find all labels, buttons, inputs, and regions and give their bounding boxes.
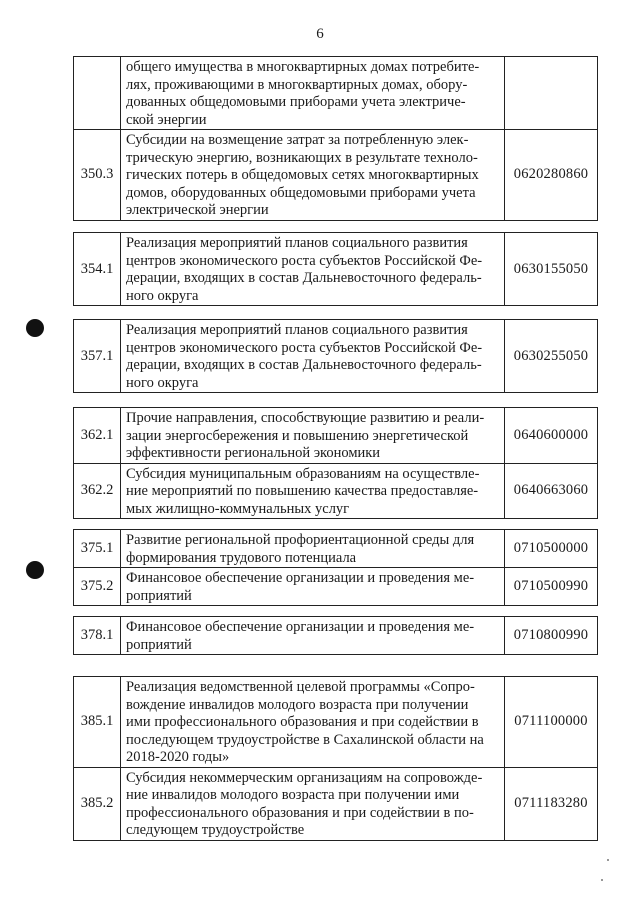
row-number-cell: 385.2 (74, 767, 121, 840)
description-line: профессионального образования и при содействии в по- (126, 804, 474, 821)
description-line: зации энергосбережения и повышению энергетической (126, 427, 469, 444)
description-line: роприятий (126, 636, 192, 653)
row-number-cell: 357.1 (74, 320, 121, 393)
table-row (74, 57, 598, 130)
description-line: роприятий (126, 587, 192, 604)
row-description-cell (121, 130, 505, 221)
classification-table-block (73, 56, 598, 221)
classification-code-cell: 0711183280 (505, 767, 598, 840)
row-description-cell (121, 57, 505, 130)
description-line: дерации, входящих в состав Дальневосточного федераль- (126, 270, 482, 286)
table-row (74, 767, 598, 840)
classification-code-cell: 0710800990 (505, 617, 598, 655)
table-row (74, 320, 598, 393)
description-line: Субсидия муниципальным образованиям на осуществле- (126, 465, 480, 482)
classification-code-cell (505, 57, 598, 130)
table-row (74, 617, 598, 655)
description-line: Развитие региональной профориентационной среды для (126, 532, 475, 548)
table-row (74, 463, 598, 519)
row-number-cell: 350.3 (74, 130, 121, 221)
description-line: 2018-2020 годы» (126, 749, 230, 765)
classification-code-cell: 0630255050 (505, 320, 598, 393)
description-line: Реализация ведомственной целевой программы «Сопро- (126, 679, 475, 695)
description-line: ного округа (126, 374, 199, 391)
description-line: Реализация мероприятий планов социального развития (126, 322, 468, 338)
description-line: формирования трудового потенциала (126, 549, 357, 566)
description-line: ими профессионального образования и при содействии в (126, 714, 479, 730)
row-number-cell: 378.1 (74, 617, 121, 655)
classification-code-cell: 0640663060 (505, 463, 598, 519)
row-number-cell: 385.1 (74, 677, 121, 768)
description-line: Реализация мероприятий планов социального развития (126, 235, 468, 251)
description-line: домов, оборудованных общедомовыми приборами учета (126, 184, 476, 201)
description-line: трическую энергию, возникающих в результате техноло- (126, 149, 478, 166)
row-number-cell: 375.2 (74, 568, 121, 606)
description-line: вождение инвалидов молодого возраста при получении (126, 696, 469, 713)
classification-code-cell: 0620280860 (505, 130, 598, 221)
classification-table-block (73, 616, 598, 655)
table-row (74, 530, 598, 568)
row-description-cell (121, 463, 505, 519)
row-number-cell: 375.1 (74, 530, 121, 568)
row-number-cell: 362.1 (74, 408, 121, 464)
classification-code-cell: 0640600000 (505, 408, 598, 464)
row-description-cell (121, 677, 505, 768)
classification-code-cell: 0711100000 (505, 677, 598, 768)
table-row (74, 677, 598, 768)
row-number-cell: 362.2 (74, 463, 121, 519)
description-line: центров экономического роста субъектов Российской Фе- (126, 252, 483, 269)
row-description-cell (121, 320, 505, 393)
description-line: электрической энергии (126, 202, 269, 218)
row-description-cell (121, 530, 505, 568)
punch-hole-mark (26, 319, 44, 337)
classification-code-cell: 0710500000 (505, 530, 598, 568)
row-description-cell (121, 617, 505, 655)
description-line: следующем трудоустройстве (126, 822, 305, 838)
description-line: Субсидия некоммерческим организациям на сопровожде- (126, 769, 483, 786)
row-description-cell (121, 408, 505, 464)
row-number-cell (74, 57, 121, 130)
row-description-cell (121, 767, 505, 840)
table-row (74, 568, 598, 606)
scan-speck (601, 879, 603, 881)
description-line: ние мероприятий по повышению качества предоставляе- (126, 483, 479, 499)
description-line: дерации, входящих в состав Дальневосточного федераль- (126, 357, 482, 373)
description-line: Субсидии на возмещение затрат за потребленную элек- (126, 132, 469, 148)
description-line: Финансовое обеспечение организации и проведения ме- (126, 570, 475, 586)
row-description-cell (121, 568, 505, 606)
table-row (74, 130, 598, 221)
description-line: дованных общедомовыми приборами учета электриче- (126, 94, 466, 110)
page-number: 6 (316, 26, 324, 42)
description-line: эффективности региональной экономики (126, 445, 381, 461)
description-line: ного округа (126, 287, 199, 304)
table-row (74, 233, 598, 306)
row-description-cell (121, 233, 505, 306)
description-line: Финансовое обеспечение организации и проведения ме- (126, 619, 475, 635)
description-line: ской энергии (126, 111, 207, 128)
punch-hole-mark (26, 561, 44, 579)
classification-code-cell: 0630155050 (505, 233, 598, 306)
classification-table-block (73, 319, 598, 393)
description-line: последующем трудоустройстве в Сахалинской области на (126, 731, 484, 748)
row-number-cell: 354.1 (74, 233, 121, 306)
description-line: гических потерь в общедомовых сетях многоквартирных (126, 167, 479, 183)
description-line: общего имущества в многоквартирных домах потребите- (126, 59, 480, 75)
classification-table-block (73, 232, 598, 306)
scan-speck (607, 859, 609, 861)
description-line: ние инвалидов молодого возраста при получении ими (126, 787, 460, 803)
description-line: Прочие направления, способствующие развитию и реали- (126, 410, 485, 426)
classification-table-block (73, 529, 598, 606)
description-line: мых жилищно-коммунальных услуг (126, 500, 350, 517)
classification-code-cell: 0710500990 (505, 568, 598, 606)
description-line: лях, проживающими в многоквартирных домах, обору- (126, 76, 468, 93)
classification-table-block (73, 407, 598, 519)
table-row (74, 408, 598, 464)
classification-table-block (73, 676, 598, 841)
description-line: центров экономического роста субъектов Российской Фе- (126, 339, 483, 356)
